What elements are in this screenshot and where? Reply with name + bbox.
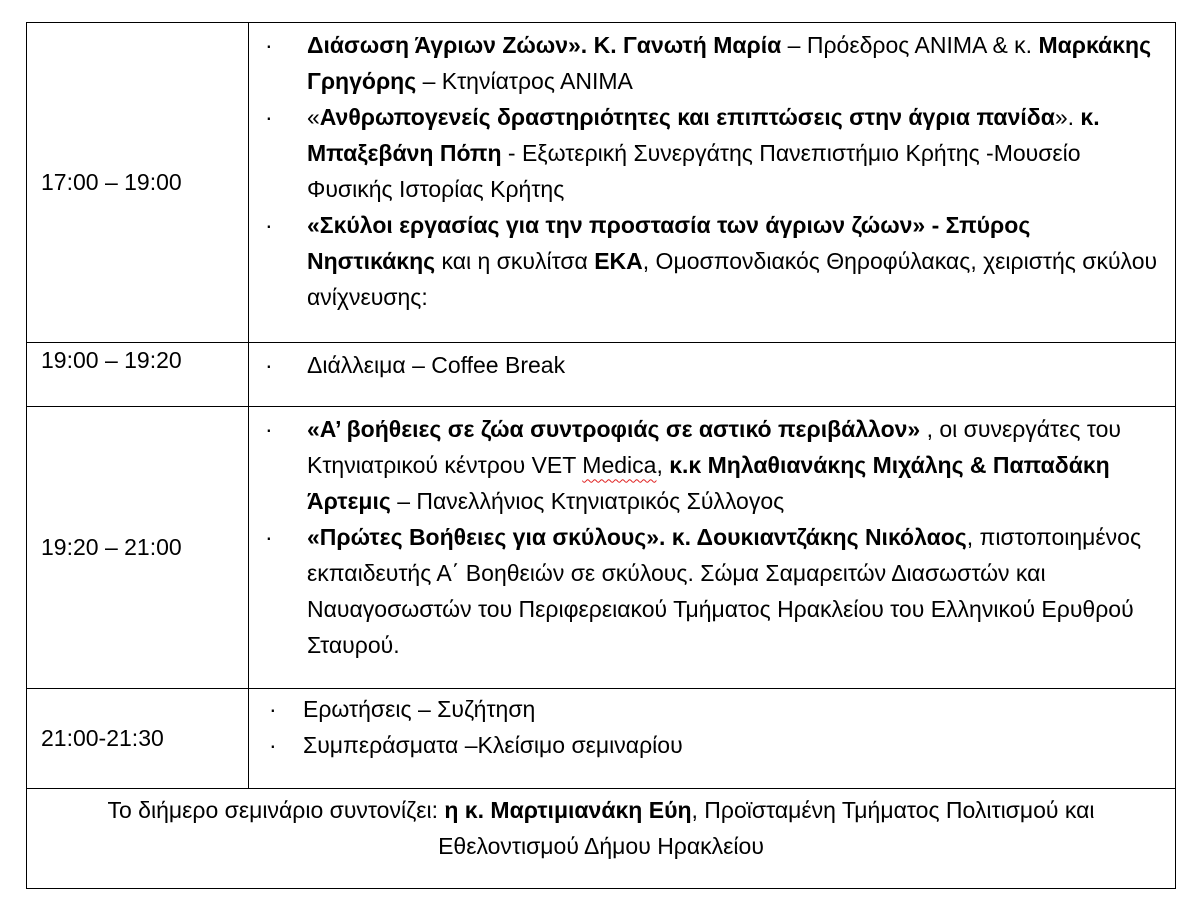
content-cell bbox=[249, 407, 1176, 688]
item-list bbox=[249, 27, 1175, 315]
schedule-row bbox=[27, 343, 1176, 407]
time-cell: 19:00 – 19:20 bbox=[27, 343, 249, 407]
schedule-row bbox=[27, 23, 1176, 343]
time-cell: 19:20 – 21:00 bbox=[27, 407, 249, 688]
bullet: · bbox=[269, 695, 277, 722]
bullet: · bbox=[269, 731, 277, 758]
content-cell bbox=[249, 343, 1176, 407]
list-item: · «Ανθρωπογενείς δραστηριότητες και επιπτώσεις στην άγρια πανίδα». κ. Μπαξεβάνη Πόπη - Εξωτερική Συνεργάτης Πανεπιστήμιο Κρήτης -Μουσείο Φυσικής Ιστορίας Κρήτης bbox=[249, 99, 1175, 207]
list-item: · «Σκύλοι εργασίας για την προστασία των άγριων ζώων» - Σπύρος Νηστικάκης και η σκυλίτσα ΕΚΑ, Ομοσπονδιακός Θηροφύλακας, χειριστής σκύλου ανίχνευσης: bbox=[249, 207, 1175, 315]
list-item: · «Α’ βοήθειες σε ζώα συντροφιάς σε αστικό περιβάλλον» , οι συνεργάτες του Κτηνιατρικού κέντρου VET Medica, κ.κ Μηλαθιανάκης Μιχάλης & Παπαδάκη Άρτεμις – Πανελλήνιος Κτηνιατρικός Σύλλογος bbox=[249, 411, 1175, 519]
time-cell: 17:00 – 19:00 bbox=[27, 23, 249, 343]
list-item: · Ερωτήσεις – Συζήτηση bbox=[249, 691, 1175, 727]
schedule-row bbox=[27, 688, 1176, 788]
bullet: · bbox=[265, 104, 273, 130]
bullet: · bbox=[265, 524, 273, 551]
list-item: · Διάλλειμα – Coffee Break bbox=[249, 347, 1175, 383]
footer-row bbox=[27, 788, 1176, 888]
bullet: · bbox=[265, 212, 273, 238]
bullet: · bbox=[265, 352, 273, 379]
item-list bbox=[249, 347, 1175, 383]
coordinator-name: η κ. Μαρτιμιανάκη Εύη bbox=[444, 796, 692, 823]
time-cell: 21:00-21:30 bbox=[27, 688, 249, 788]
content-cell bbox=[249, 23, 1176, 343]
coordinator-note: Το διήμερο σεμινάριο συντονίζει: η κ. Μαρτιμιανάκη Εύη, Προϊσταμένη Τμήματος Πολιτισμού και Εθελοντισμού Δήμου Ηρακλείου bbox=[107, 796, 1095, 859]
item-list bbox=[249, 691, 1175, 763]
schedule-row bbox=[27, 407, 1176, 688]
bullet: · bbox=[265, 32, 273, 58]
content-cell bbox=[249, 688, 1176, 788]
footer-cell bbox=[27, 788, 1176, 888]
list-item: · Συμπεράσματα –Κλείσιμο σεμιναρίου bbox=[249, 727, 1175, 763]
list-item: · Διάσωση Άγριων Ζώων». Κ. Γανωτή Μαρία – Πρόεδρος ΑΝΙΜΑ & κ. Μαρκάκης Γρηγόρης – Κτηνίατρος ΑΝΙΜΑ bbox=[249, 27, 1175, 99]
schedule-table bbox=[26, 22, 1176, 889]
bullet: · bbox=[265, 416, 273, 443]
item-list bbox=[249, 411, 1175, 663]
list-item: · «Πρώτες Βοήθειες για σκύλους». κ. Δουκιαντζάκης Νικόλαος, πιστοποιημένος εκπαιδευτής Α΄ Βοηθειών σε σκύλους. Σώμα Σαμαρειτών Διασωστών και Ναυαγοσωστών του Περιφερειακού Τμήματος Ηρακλείου του Ελληνικού Ερυθρού Σταυρού. bbox=[249, 519, 1175, 663]
spellcheck-word: Medica bbox=[582, 452, 657, 479]
